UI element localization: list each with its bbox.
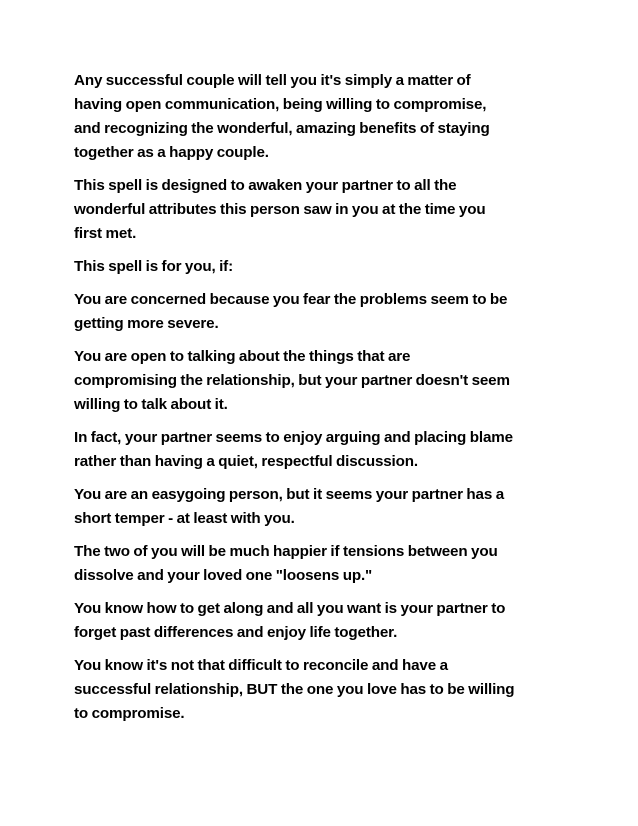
paragraph-2 <box>74 174 566 246</box>
text-line: This spell is designed to awaken your partner to all the <box>74 177 457 194</box>
text-line: successful relationship, BUT the one you love has to be willing <box>74 681 515 698</box>
text-line: and recognizing the wonderful, amazing benefits of staying <box>74 120 490 137</box>
paragraph-9 <box>74 597 566 645</box>
text-line: first met. <box>74 225 137 242</box>
text-line: You are an easygoing person, but it seems your partner has a <box>74 486 505 503</box>
text-line: dissolve and your loved one "loosens up." <box>74 567 373 584</box>
paragraph-7 <box>74 483 566 531</box>
paragraph-6 <box>74 426 566 474</box>
text-line: You know how to get along and all you want is your partner to <box>74 600 506 617</box>
text-line: Any successful couple will tell you it's simply a matter of <box>74 72 471 89</box>
paragraph-8 <box>74 540 566 588</box>
paragraph-4 <box>74 288 566 336</box>
text-line: having open communication, being willing to compromise, <box>74 96 487 113</box>
text-line: You are open to talking about the things that are <box>74 348 411 365</box>
text-line: to compromise. <box>74 705 185 722</box>
text-line: together as a happy couple. <box>74 144 269 161</box>
text-line: You are concerned because you fear the problems seem to be <box>74 291 508 308</box>
paragraph-10 <box>74 654 566 726</box>
text-line: short temper - at least with you. <box>74 510 295 527</box>
paragraph-1 <box>74 69 566 165</box>
paragraph-3 <box>74 255 566 279</box>
text-line: compromising the relationship, but your partner doesn't seem <box>74 372 510 389</box>
text-line: rather than having a quiet, respectful discussion. <box>74 453 418 470</box>
document-body <box>74 69 566 735</box>
text-line: wonderful attributes this person saw in you at the time you <box>74 201 486 218</box>
text-line: This spell is for you, if: <box>74 258 233 275</box>
text-line: You know it's not that difficult to reconcile and have a <box>74 657 448 674</box>
text-line: getting more severe. <box>74 315 219 332</box>
text-line: forget past differences and enjoy life together. <box>74 624 398 641</box>
text-line: willing to talk about it. <box>74 396 228 413</box>
paragraph-5 <box>74 345 566 417</box>
text-line: In fact, your partner seems to enjoy arguing and placing blame <box>74 429 513 446</box>
text-line: The two of you will be much happier if tensions between you <box>74 543 498 560</box>
